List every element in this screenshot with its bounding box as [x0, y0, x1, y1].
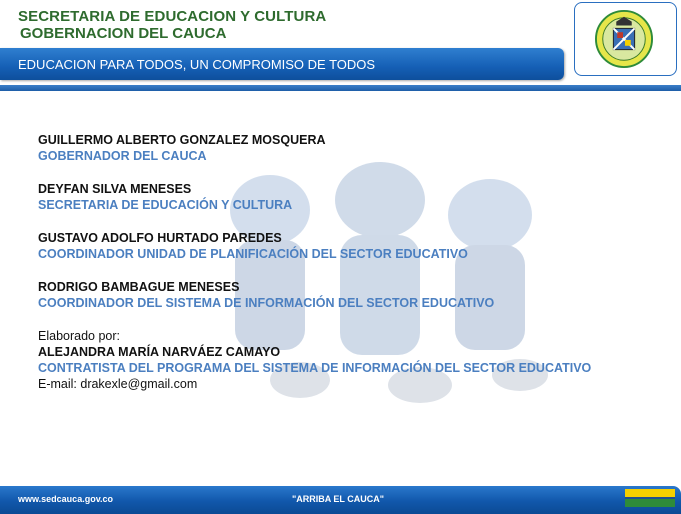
header-divider — [0, 85, 681, 91]
credit-entry — [38, 181, 668, 213]
cauca-seal-logo-icon — [595, 10, 653, 68]
header-title-line2: GOBERNACION DEL CAUCA — [20, 25, 227, 42]
credit-entry — [38, 230, 668, 262]
credits-list — [38, 132, 668, 409]
footer-url-link[interactable]: www.sedcauca.gov.co — [18, 494, 114, 504]
credit-role: COORDINADOR DEL SISTEMA DE INFORMACIÓN DEL SECTOR EDUCATIVO — [38, 296, 495, 310]
logo-frame — [574, 2, 677, 76]
credit-name: GUILLERMO ALBERTO GONZALEZ MOSQUERA — [38, 133, 326, 147]
credit-entry — [38, 132, 668, 164]
author-email: E-mail: drakexle@gmail.com — [38, 377, 198, 391]
cauca-flag-icon — [625, 489, 675, 507]
header-banner-text: EDUCACION PARA TODOS, UN COMPROMISO DE TODOS — [18, 57, 376, 72]
credit-role: COORDINADOR UNIDAD DE PLANIFICACIÓN DEL SECTOR EDUCATIVO — [38, 247, 468, 261]
credit-entry — [38, 279, 668, 311]
author-role: CONTRATISTA DEL PROGRAMA DEL SISTEMA DE INFORMACIÓN DEL SECTOR EDUCATIVO — [38, 361, 592, 375]
footer-slogan: "ARRIBA EL CAUCA" — [292, 494, 385, 504]
footer-bar — [0, 486, 681, 514]
credit-role: GOBERNADOR DEL CAUCA — [38, 149, 207, 163]
credit-name: GUSTAVO ADOLFO HURTADO PAREDES — [38, 231, 282, 245]
author-intro: Elaborado por: — [38, 329, 121, 343]
author-name: ALEJANDRA MARÍA NARVÁEZ CAMAYO — [38, 345, 281, 359]
header-banner — [0, 48, 564, 80]
author-entry — [38, 328, 668, 392]
credit-name: RODRIGO BAMBAGUE MENESES — [38, 280, 240, 294]
credit-name: DEYFAN SILVA MENESES — [38, 182, 192, 196]
credit-role: SECRETARIA DE EDUCACIÓN Y CULTURA — [38, 198, 293, 212]
header-title-line1: SECRETARIA DE EDUCACION Y CULTURA — [18, 8, 327, 25]
